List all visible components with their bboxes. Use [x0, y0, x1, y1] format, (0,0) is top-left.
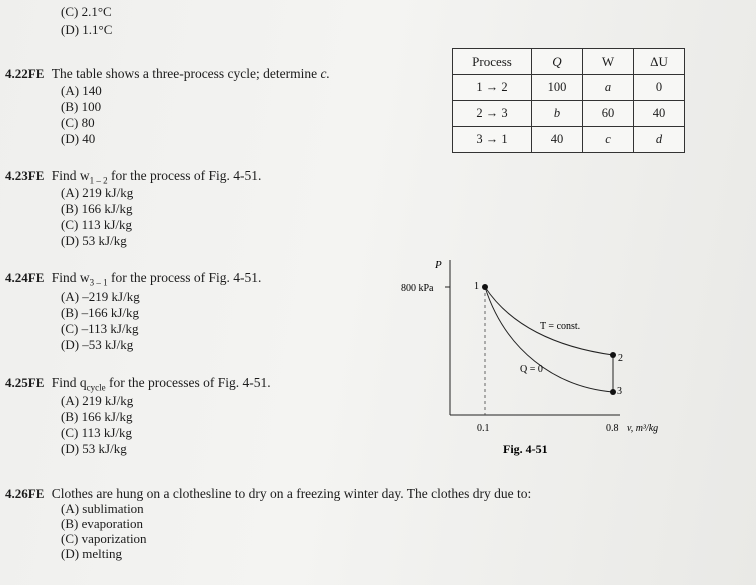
question-variable: c. — [320, 66, 330, 81]
prev-option-d: (D) 1.1°C — [61, 22, 113, 37]
table-cell: 2 → 3 — [453, 101, 532, 127]
option-c: (C) –113 kJ/kg — [61, 321, 139, 336]
table-cell: 1 → 2 — [453, 75, 532, 101]
table-cell: 100 — [532, 75, 583, 101]
question-4-25 — [5, 375, 271, 393]
question-number: 4.24FE — [5, 270, 45, 285]
question-4-26 — [5, 486, 531, 502]
figure-caption: Fig. 4-51 — [503, 442, 548, 456]
table-cell: b — [532, 101, 583, 127]
table-cell: 3 → 1 — [453, 127, 532, 153]
question-text-2: for the process of Fig. 4-51. — [111, 270, 262, 285]
header-process: Process — [453, 49, 532, 75]
question-subscript: 1 – 2 — [89, 175, 108, 186]
adiabatic-curve — [485, 287, 613, 392]
table-row — [453, 75, 685, 101]
option-d: (D) –53 kJ/kg — [61, 337, 134, 352]
v-axis-label: v, m³/kg — [627, 423, 659, 434]
state-point-2 — [610, 352, 616, 358]
question-number: 4.26FE — [5, 486, 45, 501]
option-b: (B) 166 kJ/kg — [61, 201, 133, 216]
option-a: (A) –219 kJ/kg — [61, 289, 140, 304]
state-point-1 — [482, 284, 488, 290]
adiabatic-label: Q = 0 — [520, 364, 543, 375]
question-text: The table shows a three-process cycle; determine — [51, 66, 318, 81]
v-tick-2-label: 0.8 — [606, 423, 619, 434]
option-d: (D) 53 kJ/kg — [61, 233, 127, 248]
table-cell: 60 — [583, 101, 634, 127]
table-cell: d — [634, 127, 685, 153]
question-4-23 — [5, 168, 261, 186]
question-text: Find w — [51, 168, 90, 183]
isotherm-label: T = const. — [540, 321, 581, 332]
option-c: (C) 113 kJ/kg — [61, 217, 133, 232]
question-4-22 — [5, 66, 330, 82]
question-text: Find q — [51, 375, 87, 390]
question-text-2: for the process of Fig. 4-51. — [111, 168, 262, 183]
header-w: W — [583, 49, 634, 75]
table-header-row — [453, 49, 685, 75]
option-c: (C) vaporization — [61, 531, 147, 546]
question-text: Clothes are hung on a clothesline to dry on a freezing winter day. The clothes dry due to: — [51, 486, 532, 501]
table-cell: 0 — [634, 75, 685, 101]
state-point-3 — [610, 389, 616, 395]
p-axis-label: P — [435, 259, 442, 271]
point-2-label: 2 — [618, 353, 623, 364]
question-number: 4.23FE — [5, 168, 45, 183]
question-number: 4.25FE — [5, 375, 45, 390]
option-d: (D) melting — [61, 546, 123, 561]
table-cell: a — [583, 75, 634, 101]
question-text-2: for the processes of Fig. 4-51. — [109, 375, 271, 390]
figure-4-51 — [395, 255, 695, 460]
point-3-label: 3 — [617, 386, 622, 397]
option-d: (D) 53 kJ/kg — [61, 441, 127, 456]
option-a: (A) 140 — [61, 83, 102, 98]
table-cell: 40 — [532, 127, 583, 153]
option-b: (B) 166 kJ/kg — [61, 409, 133, 424]
header-q: Q — [532, 49, 583, 75]
table-row — [453, 101, 685, 127]
option-a: (A) 219 kJ/kg — [61, 393, 134, 408]
question-4-24 — [5, 270, 261, 288]
process-table — [452, 48, 685, 153]
option-a: (A) 219 kJ/kg — [61, 185, 134, 200]
table-cell: c — [583, 127, 634, 153]
question-subscript: cycle — [86, 382, 106, 393]
prev-option-c: (C) 2.1°C — [61, 4, 112, 19]
v-tick-1-label: 0.1 — [477, 423, 490, 434]
option-b: (B) –166 kJ/kg — [61, 305, 139, 320]
p-tick-label: 800 kPa — [401, 283, 434, 294]
option-d: (D) 40 — [61, 131, 96, 146]
option-b: (B) 100 — [61, 99, 102, 114]
option-b: (B) evaporation — [61, 516, 143, 531]
table-row — [453, 127, 685, 153]
option-a: (A) sublimation — [61, 501, 144, 516]
question-subscript: 3 – 1 — [89, 277, 108, 288]
option-c: (C) 113 kJ/kg — [61, 425, 133, 440]
question-number: 4.22FE — [5, 66, 45, 81]
table-cell: 40 — [634, 101, 685, 127]
point-1-label: 1 — [474, 281, 479, 292]
header-du: ΔU — [634, 49, 685, 75]
option-c: (C) 80 — [61, 115, 95, 130]
question-text: Find w — [51, 270, 90, 285]
